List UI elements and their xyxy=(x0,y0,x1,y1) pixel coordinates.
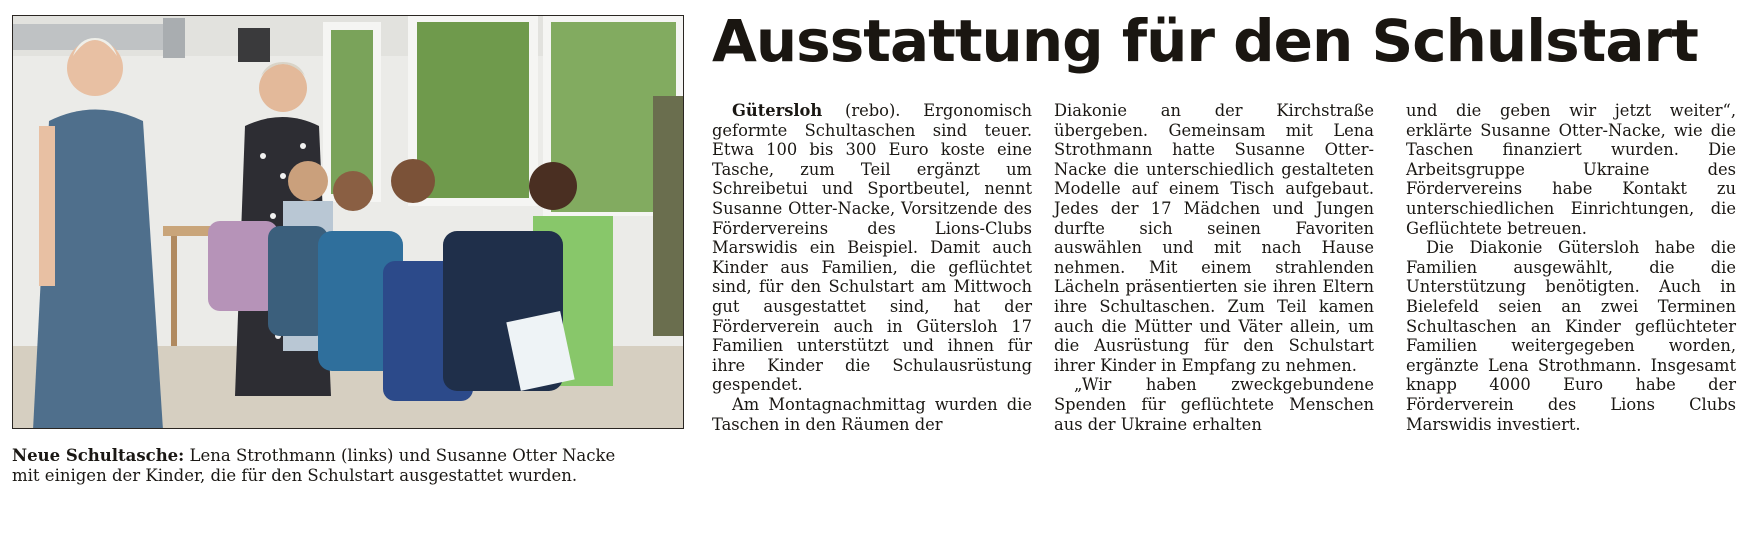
article-column-1 xyxy=(712,101,1032,434)
photo-illustration xyxy=(13,16,684,429)
caption-lead: Neue Schultasche: xyxy=(12,446,185,465)
col3-paragraph-1: und die geben wir jetzt weiter“, erklärte Susanne Otter-Nacke, wie die Taschen finanziert wurden. Die Arbeitsgruppe Ukraine des Fördervereins habe Kontakt zu unterschiedlichen Einrichtungen, die Geflüchtete betreuen. xyxy=(1406,101,1736,238)
article-photo xyxy=(12,15,684,429)
col1-paragraph-2: Am Montagnachmittag wurden die Taschen in den Räumen der xyxy=(712,394,1032,434)
article-column-2 xyxy=(1054,101,1374,434)
dateline: Gütersloh xyxy=(732,101,823,120)
photo-caption xyxy=(12,446,692,486)
col2-paragraph-2: „Wir haben zweckgebundene Spenden für geflüchtete Menschen aus der Ukraine erhalten xyxy=(1054,375,1374,434)
col1-p1-text: (rebo). Ergonomisch geformte Schultaschen sind teuer. Etwa 100 bis 300 Euro koste eine Tasche, zum Teil ergänzt um Schreibetui und Sportbeutel, nennt Susanne Otter-Nacke, Vorsitzende des Fördervereins des Lions-Clubs Marswidis ein Beispiel. Damit auch Kinder aus Familien, die geflüchtet sind, für den Schulstart am Mittwoch gut ausgestattet sind, hat der Förderverein auch in Gütersloh 17 Familien unterstützt und ihnen für ihre Kinder die Schulausrüstung gespendet. xyxy=(712,101,1032,395)
col2-paragraph-1: Diakonie an der Kirchstraße übergeben. Gemeinsam mit Lena Strothmann hatte Susanne Otter-Nacke die unterschiedlich gestalteten Modelle auf einem Tisch aufgebaut. Jedes der 17 Mädchen und Jungen durfte sich seinen Favoriten auswählen und mit nach Hause nehmen. Mit einem strahlenden Lächeln präsentierten sie ihren Eltern ihre Schultaschen. Zum Teil kamen auch die Mütter und Väter allein, um die Ausrüstung für den Schulstart ihrer Kinder in Empfang zu nehmen. xyxy=(1054,101,1374,375)
caption-text-line2: mit einigen der Kinder, die für den Schulstart ausgestattet wurden. xyxy=(12,466,578,485)
article-column-3 xyxy=(1406,101,1736,434)
col3-paragraph-2: Die Diakonie Gütersloh habe die Familien ausgewählt, die die Unterstützung benötigten. Auch in Bielefeld seien an zwei Terminen Schultaschen an Kinder geflüchteter Familien weitergegeben worden, ergänzte Lena Strothmann. Insgesamt knapp 4000 Euro habe der Förderverein des Lions Clubs Marswidis investiert. xyxy=(1406,238,1736,434)
article-headline: Ausstattung für den Schulstart xyxy=(712,7,1698,75)
col1-paragraph-1 xyxy=(712,101,1032,395)
caption-text-line1: Lena Strothmann (links) und Susanne Otter Nacke xyxy=(184,446,616,465)
